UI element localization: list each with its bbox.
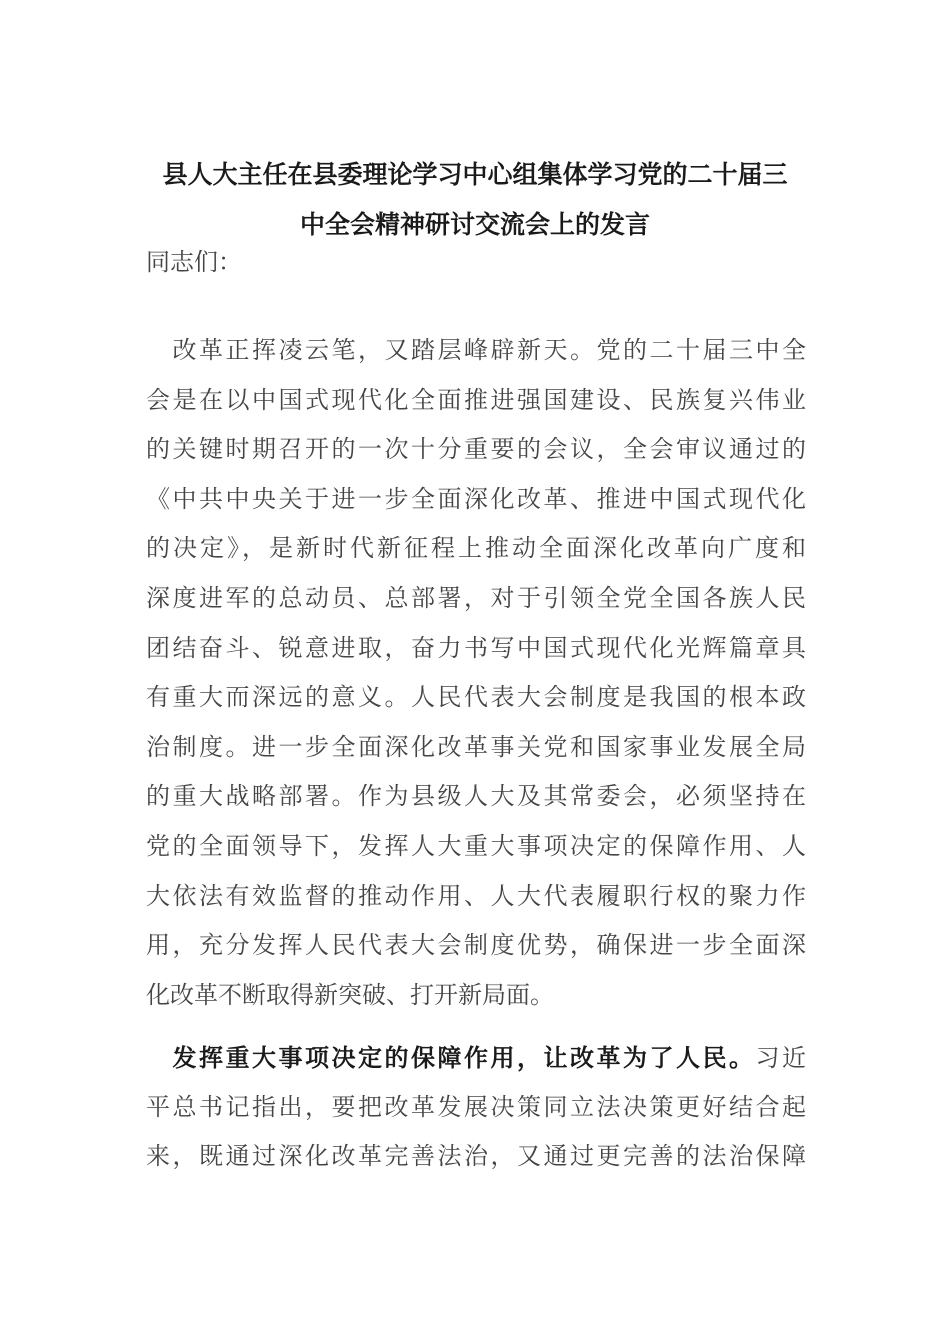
text-line: 治制度。进一步全面深化改革事关党和国家事业发展全局 [146,732,806,761]
text-line: 的决定》，是新时代新征程上推动全面深化改革向广度和 [146,534,806,563]
text-line [146,1033,806,1083]
text-line: 团结奋斗、锐意进取，奋力书写中国式现代化光辉篇章具 [146,633,806,662]
text-line: 用，充分发挥人民代表大会制度优势，确保进一步全面深 [146,931,806,960]
title-line-1: 县人大主任在县委理论学习中心组集体学习党的二十届三 [162,160,788,189]
text-line: 的关键时期召开的一次十分重要的会议，全会审议通过的 [146,435,806,464]
paragraph-intro [146,326,806,1020]
paragraph-decision-guarantee [146,1033,806,1182]
document-title [140,150,810,250]
title-line-2: 中全会精神研讨交流会上的发言 [299,210,650,239]
text-line: 平总书记指出，要把改革发展决策同立法决策更好结合起 [146,1092,806,1121]
greeting: 同志们： [146,248,242,276]
text-line: 来，既通过深化改革完善法治，又通过更完善的法治保障 [146,1142,806,1171]
text-line: 大依法有效监督的推动作用、人大代表履职行权的聚力作 [146,881,806,910]
section-heading: 发挥重大事项决定的保障作用，让改革为了人民。 [146,1043,756,1072]
text-line: 深度进军的总动员、总部署，对于引领全党全国各族人民 [146,583,806,612]
text-line: 有重大而深远的意义。人民代表大会制度是我国的根本政 [146,683,806,712]
text-line: 的重大战略部署。作为县级人大及其常委会，必须坚持在 [146,782,806,811]
text-line: 会是在以中国式现代化全面推进强国建设、民族复兴伟业 [146,385,806,414]
text-line: 党的全面领导下，发挥人大重大事项决定的保障作用、人 [146,831,806,860]
text-run: 习近 [755,1044,806,1072]
text-line: 化改革不断取得新突破、打开新局面。 [146,980,554,1009]
text-line: 改革正挥凌云笔，又踏层峰辟新天。党的二十届三中全 [146,336,806,364]
text-line: 《中共中央关于进一步全面深化改革、推进中国式现代化 [146,484,806,513]
